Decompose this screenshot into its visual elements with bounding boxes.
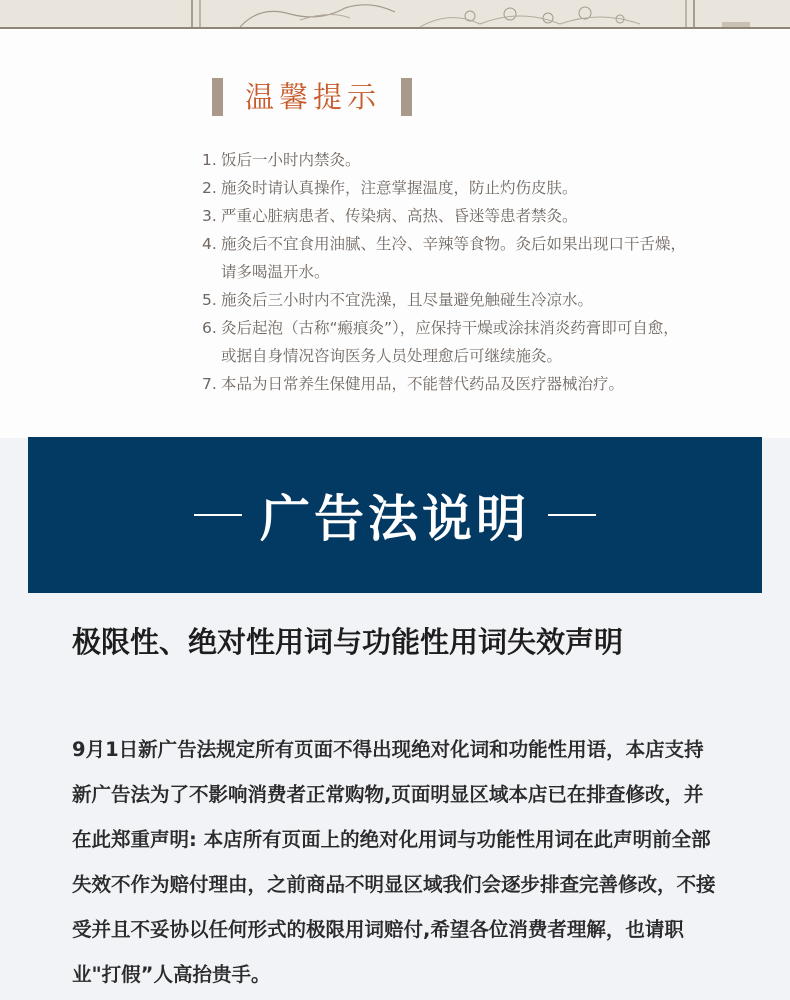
tip-item [202,286,772,314]
tip-item [202,202,772,230]
tip-text: 饭后一小时内禁灸。 [221,151,361,169]
tip-number: 1. [202,151,217,169]
title-left-bar [212,78,223,116]
illustration-fragment [0,0,790,27]
banner-title: 广告法说明 [260,489,530,548]
tip-item [202,146,772,174]
tip-item [202,174,772,202]
tips-title: 温馨提示 [245,80,382,114]
tips-title-group [212,76,412,118]
notice-heading: 极限性、绝对性用词与功能性用词失效声明 [72,625,624,659]
tip-text: 施灸时请认真操作，注意掌握温度，防止灼伤皮肤。 [221,179,578,197]
tip-number: 7. [202,375,217,393]
tip-number: 3. [202,207,217,225]
tip-item [202,314,772,370]
tip-number: 4. [202,235,217,253]
tips-section [0,29,790,438]
top-decorative-illustration [0,0,790,29]
banner-left-dash [194,514,242,516]
tip-number: 5. [202,291,217,309]
tips-list [202,146,772,398]
tip-text: 本品为日常养生保健用品，不能替代药品及医疗器械治疗。 [221,375,625,393]
tip-item [202,230,772,286]
tip-text: 灸后起泡（古称“瘢痕灸”），应保持干燥或涂抹消炎药膏即可自愈， 或据自身情况咨询医务人员处理愈后可继续施灸。 [221,319,679,365]
tip-number: 2. [202,179,217,197]
notice-body: 9月1日新广告法规定所有页面不得出现绝对化词和功能性用语，本店支持新广告法为了不影响消费者正常购物,页面明显区域本店已在排查修改，并在此郑重声明: 本店所有页面上的绝对化用词与功能性用词在此声明前全部失效不作为赔付理由，之前商品不明显区域我们会逐步排查完善修改，不接受并且不妥协以任何形式的极限用词赔付,希望各位消费者理解，也请职业"打假”人高抬贵手。 [72,738,716,986]
title-right-bar [401,78,412,116]
tip-text: 施灸后不宜食用油腻、生冷、辛辣等食物。灸后如果出现口干舌燥， 请多喝温开水。 [221,235,687,281]
ad-law-notice-section [28,437,762,1000]
tip-number: 6. [202,319,217,337]
ad-law-banner [28,437,762,593]
banner-right-dash [548,514,596,516]
tip-text: 严重心脏病患者、传染病、高热、昏迷等患者禁灸。 [221,207,578,225]
tip-text: 施灸后三小时内不宜洗澡，且尽量避免触碰生冷凉水。 [221,291,594,309]
tip-item [202,370,772,398]
